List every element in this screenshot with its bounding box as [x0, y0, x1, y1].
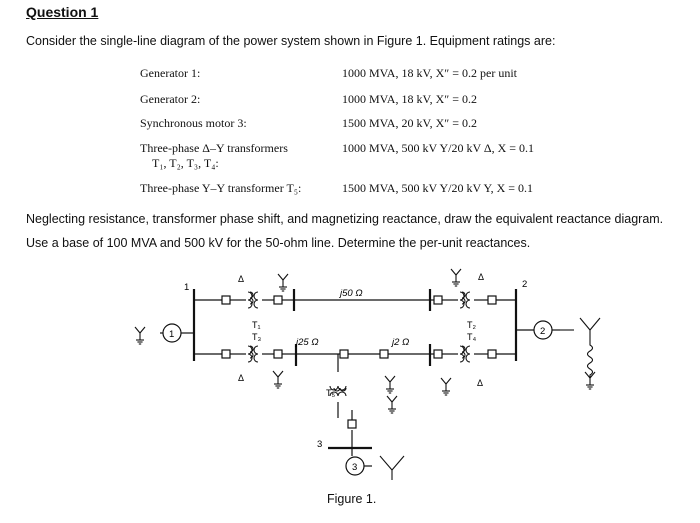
transformer-t4 — [460, 346, 470, 362]
breaker — [434, 296, 442, 304]
delta-label-t3: Δ — [238, 373, 245, 383]
delta-label-t1: Δ — [238, 274, 245, 284]
transformer-t2 — [460, 292, 470, 308]
neutral-reactor-icon — [588, 330, 593, 378]
motor-3-label: 3 — [352, 462, 358, 473]
question-title: Question 1 — [26, 4, 99, 20]
line-j25-label: j25 Ω — [296, 337, 319, 348]
rating-value-transformers: 1000 MVA, 500 kV Y/20 kV Δ, X = 0.1 — [342, 141, 535, 155]
generator-1-ground-icon — [135, 327, 145, 344]
breaker — [222, 350, 230, 358]
t2-ground-icon — [451, 269, 461, 286]
motor-y-icon — [380, 456, 392, 470]
single-line-diagram — [0, 255, 700, 490]
t5-ground-icon-a — [385, 376, 395, 393]
bus-2-label: 2 — [522, 279, 528, 290]
bus-1-label: 1 — [184, 282, 190, 293]
rating-value-gen1: 1000 MVA, 18 kV, X″ = 0.2 per unit — [342, 66, 517, 80]
rating-label-motor3: Synchronous motor 3: — [140, 116, 247, 130]
breaker — [274, 350, 282, 358]
breaker — [488, 296, 496, 304]
t4-label: T₄ — [467, 332, 477, 342]
rating-value-t5: 1500 MVA, 500 kV Y/20 kV Y, X = 0.1 — [342, 181, 534, 195]
breaker — [380, 350, 388, 358]
breaker — [488, 350, 496, 358]
question-paragraph-1: Neglecting resistance, transformer phase shift, and magnetizing reactance, draw the equivalent reactance diagram. — [26, 212, 664, 226]
line-j50-label: j50 Ω — [340, 288, 363, 299]
t1-label: T₁ — [252, 320, 261, 330]
generator-1-label: 1 — [169, 329, 175, 340]
t4-ground-icon — [441, 378, 451, 395]
transformer-t3 — [248, 346, 258, 362]
t5-ground-icon-b — [387, 396, 397, 413]
t2-label: T₂ — [467, 320, 476, 330]
question-paragraph-2: Use a base of 100 MVA and 500 kV for the 50-ohm line. Determine the per-unit reactances. — [26, 236, 531, 250]
breaker — [340, 350, 348, 358]
t3-label: T₃ — [252, 332, 262, 342]
t1-ground-icon — [278, 274, 288, 291]
generator-2-label: 2 — [540, 326, 546, 337]
question-intro: Consider the single-line diagram of the power system shown in Figure 1. Equipment ratings are: — [26, 34, 556, 48]
rating-sublabel-transformers: T₁, T₂, T₃, T₄: — [152, 156, 219, 170]
line-j2-label: j2 Ω — [392, 337, 410, 348]
delta-label-t4: Δ — [477, 378, 484, 388]
rating-label-gen2: Generator 2: — [140, 92, 201, 106]
t5-label: T₅ — [326, 388, 336, 398]
breaker — [222, 296, 230, 304]
breaker — [274, 296, 282, 304]
rating-label-t5: Three-phase Y–Y transformer T₅: — [140, 181, 302, 195]
breaker — [348, 420, 356, 428]
rating-value-gen2: 1000 MVA, 18 kV, X″ = 0.2 — [342, 92, 478, 106]
figure-caption: Figure 1. — [327, 492, 377, 506]
breaker — [434, 350, 442, 358]
rating-label-transformers: Three-phase Δ–Y transformers — [140, 141, 288, 155]
rating-value-motor3: 1500 MVA, 20 kV, X″ = 0.2 — [342, 116, 478, 130]
transformer-t1 — [248, 292, 258, 308]
delta-label-t2: Δ — [478, 272, 485, 282]
bus-3-label: 3 — [317, 439, 323, 450]
t3-ground-icon — [273, 371, 283, 388]
rating-label-gen1: Generator 1: — [140, 66, 201, 80]
